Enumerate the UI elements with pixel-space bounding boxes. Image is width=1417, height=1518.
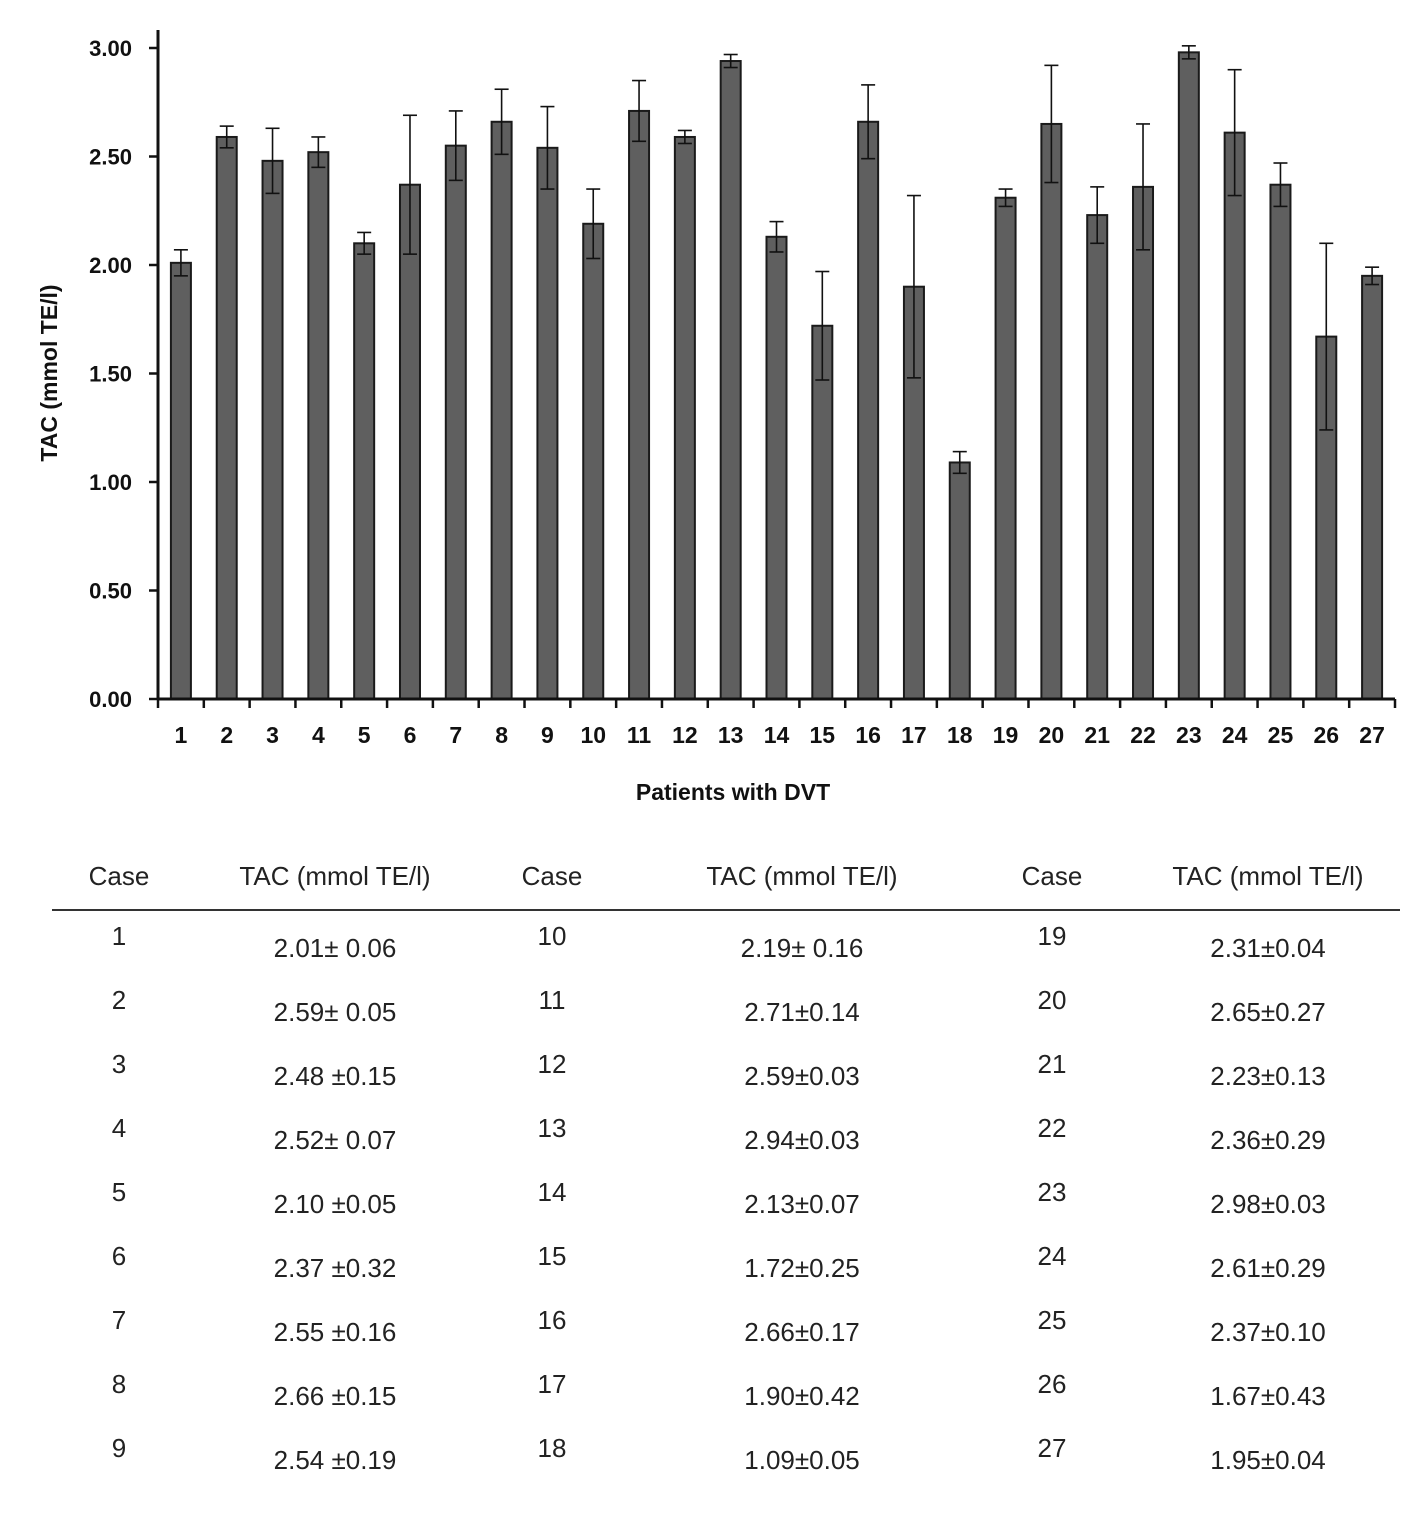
x-tick-label: 24 (1221, 722, 1248, 748)
x-tick-label: 9 (541, 722, 554, 748)
table-cell-case: 8 (111, 1369, 127, 1399)
table-cell-tac: 2.37±0.10 (1210, 1317, 1326, 1347)
bar-case-12 (675, 137, 695, 699)
bar-case-1 (171, 263, 191, 699)
table-cell-tac: 2.61±0.29 (1210, 1253, 1326, 1283)
x-tick-label: 8 (495, 722, 509, 748)
table-cell-case: 20 (1037, 985, 1067, 1015)
table-cell-tac: 1.95±0.04 (1210, 1445, 1326, 1475)
bar-case-4 (308, 152, 328, 699)
header-tac: TAC (mmol TE/l) (706, 861, 898, 891)
table-cell-tac: 2.10 ±0.05 (273, 1189, 397, 1219)
table-cell-tac: 2.19± 0.16 (740, 933, 864, 963)
header-case: Case (1021, 861, 1083, 891)
table-cell-case: 6 (111, 1241, 127, 1271)
bars-layer (171, 46, 1382, 699)
y-tick-label: 1.50 (89, 361, 132, 387)
x-tick-label: 7 (449, 722, 463, 748)
table-cell-tac: 2.54 ±0.19 (273, 1445, 397, 1475)
table-cell-tac: 1.67±0.43 (1210, 1381, 1326, 1411)
table-cell-case: 21 (1037, 1049, 1067, 1079)
table-cell-case: 10 (537, 921, 567, 951)
y-tick-label: 0.00 (89, 687, 132, 712)
bar-case-9 (537, 148, 557, 699)
x-tick-label: 11 (626, 722, 652, 748)
header-tac: TAC (mmol TE/l) (239, 861, 431, 891)
table-cell-case: 18 (537, 1433, 567, 1463)
x-tick-label: 13 (717, 722, 744, 748)
bar-case-14 (767, 237, 787, 699)
table-cell-case: 16 (537, 1305, 567, 1335)
bar-case-6 (400, 185, 420, 699)
table-cell-case: 4 (111, 1113, 127, 1143)
x-tick-label: 26 (1313, 722, 1340, 748)
header-tac: TAC (mmol TE/l) (1172, 861, 1364, 891)
bar-case-19 (996, 198, 1016, 699)
x-tick-label: 14 (763, 722, 790, 748)
table-cell-case: 3 (111, 1049, 127, 1079)
x-tick-label: 10 (580, 722, 607, 748)
table-cell-tac: 2.66 ±0.15 (273, 1381, 397, 1411)
table-cell-tac: 2.23±0.13 (1210, 1061, 1326, 1091)
table-cell-tac: 2.94±0.03 (744, 1125, 860, 1155)
x-tick-label: 3 (266, 722, 279, 748)
x-tick-label: 5 (357, 722, 371, 748)
table-cell-tac: 2.71±0.14 (744, 997, 860, 1027)
table-cell-case: 13 (537, 1113, 567, 1143)
bar-case-21 (1087, 215, 1107, 699)
x-tick-label: 22 (1130, 722, 1156, 748)
table-cell-tac: 2.59± 0.05 (273, 997, 397, 1027)
x-tick-label: 20 (1038, 722, 1065, 748)
table-cell-tac: 2.98±0.03 (1210, 1189, 1326, 1219)
bar-case-11 (629, 111, 649, 699)
bar-case-2 (217, 137, 237, 699)
y-tick-label: 3.00 (89, 36, 132, 61)
y-tick-label: 2.50 (89, 144, 132, 170)
x-tick-label: 27 (1359, 722, 1385, 748)
bar-case-10 (583, 224, 603, 699)
header-case: Case (521, 861, 583, 891)
table-cell-case: 5 (111, 1177, 127, 1207)
table-cell-case: 12 (537, 1049, 567, 1079)
bar-case-23 (1179, 52, 1199, 699)
table-cell-tac: 1.72±0.25 (744, 1253, 860, 1283)
table-cell-tac: 2.31±0.04 (1210, 933, 1326, 963)
y-tick-label: 2.00 (89, 253, 132, 278)
x-tick-label: 16 (855, 722, 881, 748)
bar-case-7 (446, 146, 466, 699)
table-cell-tac: 1.90±0.42 (744, 1381, 860, 1411)
table-cell-case: 17 (537, 1369, 567, 1399)
x-tick-label: 18 (946, 722, 973, 748)
x-tick-label: 21 (1084, 722, 1111, 748)
x-tick-label: 23 (1176, 722, 1202, 748)
table-cell-case: 11 (538, 985, 566, 1015)
bar-case-13 (721, 61, 741, 699)
table-cell-tac: 2.55 ±0.16 (273, 1317, 397, 1347)
tac-table (0, 845, 1417, 1495)
bar-case-25 (1270, 185, 1290, 699)
x-tick-label: 19 (992, 722, 1019, 748)
x-tick-label: 2 (220, 722, 234, 748)
table-cell-tac: 2.01± 0.06 (273, 933, 397, 963)
table-cell-case: 26 (1037, 1369, 1067, 1399)
y-tick-label: 1.00 (89, 470, 132, 495)
table-cell-tac: 2.37 ±0.32 (273, 1253, 397, 1283)
x-tick-label: 12 (672, 722, 698, 748)
table-cell-case: 2 (111, 985, 127, 1015)
x-axis-title: Patients with DVT (635, 779, 831, 805)
bar-case-15 (812, 326, 832, 699)
table-cell-tac: 2.59±0.03 (744, 1061, 860, 1091)
x-tick-label: 17 (901, 722, 927, 748)
bar-case-16 (858, 122, 878, 699)
table-cell-case: 1 (111, 921, 127, 951)
bar-case-20 (1041, 124, 1061, 699)
table-cell-tac: 2.36±0.29 (1210, 1125, 1326, 1155)
table-cell-tac: 2.65±0.27 (1210, 997, 1326, 1027)
table-cell-case: 23 (1037, 1177, 1067, 1207)
table-cell-tac: 2.48 ±0.15 (273, 1061, 397, 1091)
bar-case-27 (1362, 276, 1382, 699)
table-cell-tac: 1.09±0.05 (744, 1445, 860, 1475)
table-cell-case: 24 (1037, 1241, 1067, 1271)
table-cell-tac: 2.13±0.07 (744, 1189, 860, 1219)
table-cell-case: 27 (1037, 1433, 1067, 1463)
y-axis-title: TAC (mmol TE/l) (36, 284, 62, 462)
bar-case-8 (492, 122, 512, 699)
bar-case-3 (263, 161, 283, 699)
x-tick-label: 6 (403, 722, 417, 748)
header-case: Case (88, 861, 150, 891)
y-tick-label: 0.50 (89, 578, 132, 604)
x-tick-label: 1 (174, 722, 188, 748)
table-cell-tac: 2.52± 0.07 (273, 1125, 397, 1155)
table-cell-case: 25 (1037, 1305, 1067, 1335)
table-cell-case: 15 (537, 1241, 567, 1271)
table-cell-tac: 2.66±0.17 (744, 1317, 860, 1347)
table-cell-case: 7 (111, 1305, 127, 1335)
x-tick-label: 15 (809, 722, 836, 748)
bar-case-24 (1225, 133, 1245, 699)
x-tick-label: 25 (1267, 722, 1294, 748)
table-header-rule (52, 909, 1400, 911)
bar-case-18 (950, 462, 970, 699)
table-cell-case: 19 (1037, 921, 1067, 951)
table-cell-case: 14 (537, 1177, 567, 1207)
bar-case-22 (1133, 187, 1153, 699)
table-cell-case: 9 (111, 1433, 127, 1463)
x-tick-label: 4 (311, 722, 325, 748)
table-cell-case: 22 (1037, 1113, 1067, 1143)
bar-case-5 (354, 243, 374, 699)
